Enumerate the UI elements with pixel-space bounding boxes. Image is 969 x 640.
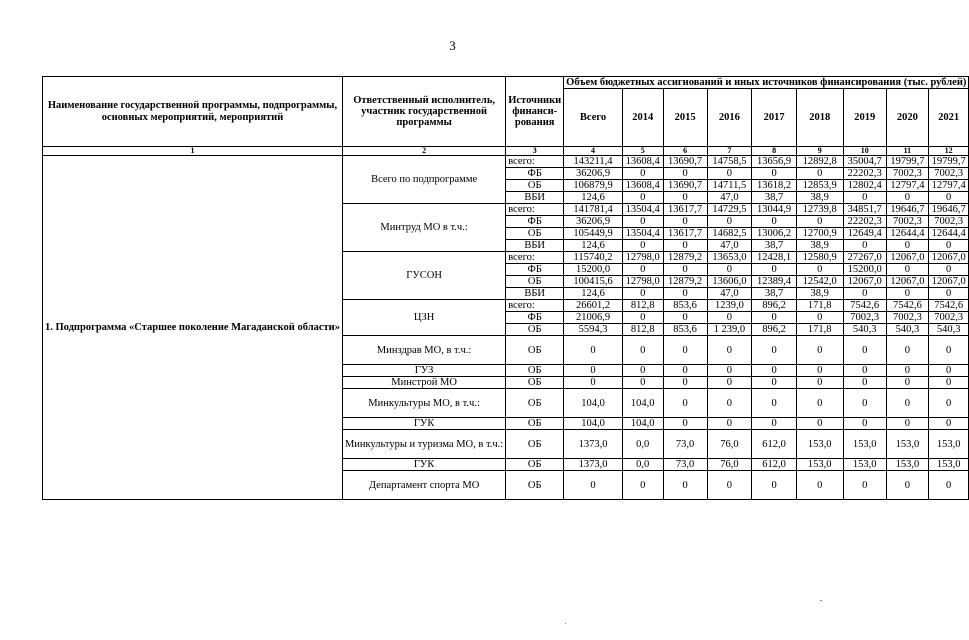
value-cell: 0 — [796, 336, 843, 365]
value-cell: 124,6 — [564, 192, 623, 204]
value-cell: 0 — [663, 336, 707, 365]
value-cell: 0 — [622, 336, 663, 365]
value-cell: 0 — [886, 471, 928, 500]
source-cell: ОБ — [506, 459, 564, 471]
value-cell: 0 — [928, 336, 968, 365]
value-cell: 7002,3 — [843, 312, 886, 324]
source-cell: ОБ — [506, 418, 564, 430]
value-cell: 38,9 — [796, 192, 843, 204]
value-cell: 0 — [564, 377, 623, 389]
value-cell: 0 — [564, 471, 623, 500]
value-cell: 0 — [886, 288, 928, 300]
value-cell: 12879,2 — [663, 252, 707, 264]
value-cell: 13504,4 — [622, 204, 663, 216]
value-cell: 36206,9 — [564, 216, 623, 228]
value-cell: 812,8 — [622, 300, 663, 312]
value-cell: 76,0 — [707, 459, 752, 471]
value-cell: 0 — [928, 471, 968, 500]
value-cell: 0 — [928, 240, 968, 252]
scan-speck — [820, 600, 822, 601]
value-cell: 0 — [928, 264, 968, 276]
value-cell: 21006,9 — [564, 312, 623, 324]
value-cell: 812,8 — [622, 324, 663, 336]
value-cell: 12802,4 — [843, 180, 886, 192]
value-cell: 0 — [796, 377, 843, 389]
value-cell: 0 — [928, 288, 968, 300]
value-cell: 76,0 — [707, 430, 752, 459]
value-cell: 171,8 — [796, 324, 843, 336]
value-cell: 0 — [843, 336, 886, 365]
value-cell: 13044,9 — [752, 204, 797, 216]
column-number: 3 — [506, 147, 564, 156]
value-cell: 12389,4 — [752, 276, 797, 288]
value-cell: 13617,7 — [663, 228, 707, 240]
value-cell: 0 — [886, 377, 928, 389]
value-cell: 104,0 — [622, 418, 663, 430]
value-cell: 853,6 — [663, 324, 707, 336]
executor-cell: Минстрой МО — [342, 377, 505, 389]
value-cell: 0 — [752, 312, 797, 324]
value-cell: 153,0 — [796, 459, 843, 471]
value-cell: 153,0 — [886, 430, 928, 459]
scan-speck — [565, 623, 566, 624]
value-cell: 0 — [886, 336, 928, 365]
executor-cell: Минкультуры МО, в т.ч.: — [342, 389, 505, 418]
value-cell: 0 — [796, 418, 843, 430]
value-cell: 0 — [663, 377, 707, 389]
value-cell: 0 — [843, 240, 886, 252]
value-cell: 612,0 — [752, 430, 797, 459]
value-cell: 14729,5 — [707, 204, 752, 216]
value-cell: 0 — [622, 168, 663, 180]
value-cell: 141781,4 — [564, 204, 623, 216]
header-year: 2019 — [843, 89, 886, 147]
value-cell: 0 — [707, 365, 752, 377]
value-cell: 0 — [752, 216, 797, 228]
value-cell: 0 — [663, 264, 707, 276]
value-cell: 0 — [622, 240, 663, 252]
value-cell: 105449,9 — [564, 228, 623, 240]
budget-table — [42, 76, 969, 500]
value-cell: 12644,4 — [886, 228, 928, 240]
value-cell: 153,0 — [843, 430, 886, 459]
column-number: 2 — [342, 147, 505, 156]
header-year: 2020 — [886, 89, 928, 147]
value-cell: 153,0 — [886, 459, 928, 471]
column-number: 4 — [564, 147, 623, 156]
executor-cell: Всего по подпрограмме — [342, 156, 505, 204]
value-cell: 0 — [663, 240, 707, 252]
value-cell: 38,7 — [752, 240, 797, 252]
value-cell: 0 — [886, 240, 928, 252]
value-cell: 143211,4 — [564, 156, 623, 168]
value-cell: 7002,3 — [928, 216, 968, 228]
value-cell: 5594,3 — [564, 324, 623, 336]
value-cell: 0 — [564, 365, 623, 377]
value-cell: 612,0 — [752, 459, 797, 471]
column-number: 11 — [886, 147, 928, 156]
source-cell: ОБ — [506, 430, 564, 459]
value-cell: 0 — [796, 216, 843, 228]
value-cell: 12892,8 — [796, 156, 843, 168]
value-cell: 7542,6 — [843, 300, 886, 312]
value-cell: 12798,0 — [622, 252, 663, 264]
value-cell: 540,3 — [843, 324, 886, 336]
value-cell: 12798,0 — [622, 276, 663, 288]
column-number: 10 — [843, 147, 886, 156]
value-cell: 540,3 — [886, 324, 928, 336]
header-source: Источники финанси-рования — [506, 77, 564, 147]
value-cell: 0 — [843, 288, 886, 300]
header-year: 2017 — [752, 89, 797, 147]
value-cell: 896,2 — [752, 300, 797, 312]
value-cell: 0 — [622, 192, 663, 204]
value-cell: 12853,9 — [796, 180, 843, 192]
source-cell: ФБ — [506, 216, 564, 228]
value-cell: 19646,7 — [886, 204, 928, 216]
column-number: 7 — [707, 147, 752, 156]
value-cell: 73,0 — [663, 430, 707, 459]
value-cell: 13617,7 — [663, 204, 707, 216]
value-cell: 22202,3 — [843, 216, 886, 228]
value-cell: 540,3 — [928, 324, 968, 336]
source-cell: ВБИ — [506, 288, 564, 300]
value-cell: 0 — [796, 312, 843, 324]
value-cell: 13006,2 — [752, 228, 797, 240]
header-year: 2016 — [707, 89, 752, 147]
executor-cell: Минкультуры и туризма МО, в т.ч.: — [342, 430, 505, 459]
value-cell: 0 — [622, 264, 663, 276]
value-cell: 104,0 — [564, 389, 623, 418]
value-cell: 26601,2 — [564, 300, 623, 312]
value-cell: 0 — [707, 336, 752, 365]
value-cell: 34851,7 — [843, 204, 886, 216]
executor-cell: ГУК — [342, 418, 505, 430]
source-cell: ФБ — [506, 312, 564, 324]
value-cell: 38,9 — [796, 288, 843, 300]
value-cell: 896,2 — [752, 324, 797, 336]
value-cell: 36206,9 — [564, 168, 623, 180]
value-cell: 0 — [752, 471, 797, 500]
column-number: 8 — [752, 147, 797, 156]
value-cell: 12067,0 — [886, 276, 928, 288]
executor-cell: Минздрав МО, в т.ч.: — [342, 336, 505, 365]
value-cell: 153,0 — [928, 430, 968, 459]
value-cell: 12700,9 — [796, 228, 843, 240]
value-cell: 0 — [663, 216, 707, 228]
value-cell: 171,8 — [796, 300, 843, 312]
value-cell: 73,0 — [663, 459, 707, 471]
value-cell: 14711,5 — [707, 180, 752, 192]
value-cell: 0 — [752, 264, 797, 276]
value-cell: 115740,2 — [564, 252, 623, 264]
value-cell: 0 — [843, 377, 886, 389]
value-cell: 13608,4 — [622, 180, 663, 192]
executor-cell: ГУК — [342, 459, 505, 471]
source-cell: ОБ — [506, 228, 564, 240]
value-cell: 0 — [663, 471, 707, 500]
value-cell: 12067,0 — [928, 276, 968, 288]
value-cell: 47,0 — [707, 192, 752, 204]
source-cell: ВБИ — [506, 240, 564, 252]
value-cell: 0 — [707, 389, 752, 418]
header-volume: Объем бюджетных ассигнований и иных источников финансирования (тыс. рублей) — [564, 77, 969, 89]
value-cell: 0 — [663, 192, 707, 204]
value-cell: 0 — [928, 418, 968, 430]
executor-cell: Минтруд МО в т.ч.: — [342, 204, 505, 252]
value-cell: 153,0 — [928, 459, 968, 471]
value-cell: 35004,7 — [843, 156, 886, 168]
value-cell: 13656,9 — [752, 156, 797, 168]
column-number: 9 — [796, 147, 843, 156]
value-cell: 13504,4 — [622, 228, 663, 240]
value-cell: 100415,6 — [564, 276, 623, 288]
source-cell: всего: — [506, 300, 564, 312]
value-cell: 12797,4 — [886, 180, 928, 192]
value-cell: 0 — [752, 336, 797, 365]
value-cell: 13690,7 — [663, 180, 707, 192]
value-cell: 1 239,0 — [707, 324, 752, 336]
value-cell: 7002,3 — [928, 312, 968, 324]
value-cell: 7542,6 — [886, 300, 928, 312]
value-cell: 0 — [843, 389, 886, 418]
value-cell: 0 — [752, 377, 797, 389]
value-cell: 13690,7 — [663, 156, 707, 168]
value-cell: 0 — [707, 377, 752, 389]
source-cell: ФБ — [506, 264, 564, 276]
value-cell: 47,0 — [707, 240, 752, 252]
value-cell: 0 — [928, 192, 968, 204]
value-cell: 0 — [564, 336, 623, 365]
column-number: 1 — [43, 147, 343, 156]
value-cell: 0 — [796, 168, 843, 180]
value-cell: 153,0 — [843, 459, 886, 471]
source-cell: ОБ — [506, 276, 564, 288]
column-number: 5 — [622, 147, 663, 156]
value-cell: 7542,6 — [928, 300, 968, 312]
value-cell: 104,0 — [564, 418, 623, 430]
value-cell: 19646,7 — [928, 204, 968, 216]
value-cell: 0 — [843, 418, 886, 430]
value-cell: 0 — [886, 389, 928, 418]
value-cell: 13618,2 — [752, 180, 797, 192]
value-cell: 1373,0 — [564, 430, 623, 459]
value-cell: 22202,3 — [843, 168, 886, 180]
table-row — [43, 156, 969, 168]
value-cell: 0 — [796, 471, 843, 500]
value-cell: 0 — [752, 418, 797, 430]
value-cell: 0 — [796, 389, 843, 418]
value-cell: 12649,4 — [843, 228, 886, 240]
value-cell: 0 — [843, 365, 886, 377]
executor-cell: ГУЗ — [342, 365, 505, 377]
value-cell: 0 — [928, 377, 968, 389]
value-cell: 0 — [707, 216, 752, 228]
source-cell: ВБИ — [506, 192, 564, 204]
value-cell: 1373,0 — [564, 459, 623, 471]
value-cell: 14758,5 — [707, 156, 752, 168]
source-cell: ОБ — [506, 389, 564, 418]
value-cell: 0 — [663, 389, 707, 418]
value-cell: 12580,9 — [796, 252, 843, 264]
value-cell: 12797,4 — [928, 180, 968, 192]
value-cell: 0 — [843, 192, 886, 204]
value-cell: 0 — [928, 365, 968, 377]
value-cell: 0 — [707, 168, 752, 180]
source-cell: ОБ — [506, 471, 564, 500]
value-cell: 0 — [796, 264, 843, 276]
value-cell: 0 — [663, 365, 707, 377]
value-cell: 27267,0 — [843, 252, 886, 264]
column-number: 12 — [928, 147, 968, 156]
value-cell: 13608,4 — [622, 156, 663, 168]
value-cell: 15200,0 — [564, 264, 623, 276]
value-cell: 0 — [752, 389, 797, 418]
page-number: 3 — [449, 38, 456, 53]
value-cell: 0 — [707, 471, 752, 500]
value-cell: 0 — [707, 418, 752, 430]
header-year: 2021 — [928, 89, 968, 147]
column-number: 6 — [663, 147, 707, 156]
value-cell: 12644,4 — [928, 228, 968, 240]
value-cell: 0,0 — [622, 459, 663, 471]
value-cell: 7002,3 — [886, 168, 928, 180]
value-cell: 12542,0 — [796, 276, 843, 288]
value-cell: 15200,0 — [843, 264, 886, 276]
source-cell: ОБ — [506, 377, 564, 389]
value-cell: 12067,0 — [843, 276, 886, 288]
value-cell: 19799,7 — [928, 156, 968, 168]
value-cell: 13653,0 — [707, 252, 752, 264]
program-name: 1. Подпрограмма «Старшее поколение Магаданской области» — [43, 156, 343, 500]
value-cell: 14682,5 — [707, 228, 752, 240]
value-cell: 0 — [886, 365, 928, 377]
value-cell: 0 — [622, 216, 663, 228]
value-cell: 38,7 — [752, 288, 797, 300]
value-cell: 1239,0 — [707, 300, 752, 312]
value-cell: 0 — [928, 389, 968, 418]
value-cell: 153,0 — [796, 430, 843, 459]
value-cell: 12879,2 — [663, 276, 707, 288]
value-cell: 19799,7 — [886, 156, 928, 168]
value-cell: 0 — [622, 377, 663, 389]
value-cell: 7002,3 — [886, 312, 928, 324]
value-cell: 0 — [622, 365, 663, 377]
header-year: 2015 — [663, 89, 707, 147]
value-cell: 0 — [707, 312, 752, 324]
executor-cell: Департамент спорта МО — [342, 471, 505, 500]
value-cell: 124,6 — [564, 240, 623, 252]
value-cell: 0 — [622, 288, 663, 300]
value-cell: 853,6 — [663, 300, 707, 312]
value-cell: 0 — [752, 365, 797, 377]
source-cell: всего: — [506, 156, 564, 168]
value-cell: 0 — [886, 192, 928, 204]
executor-cell: ГУСОН — [342, 252, 505, 300]
value-cell: 0 — [752, 168, 797, 180]
value-cell: 0 — [663, 418, 707, 430]
value-cell: 0 — [796, 365, 843, 377]
header-year: 2014 — [622, 89, 663, 147]
header-name: Наименование государственной программы, подпрограммы, основных мероприятий, мероприятий — [43, 77, 343, 147]
source-cell: ОБ — [506, 180, 564, 192]
value-cell: 12067,0 — [886, 252, 928, 264]
source-cell: всего: — [506, 204, 564, 216]
value-cell: 0 — [707, 264, 752, 276]
value-cell: 0 — [663, 312, 707, 324]
value-cell: 12428,1 — [752, 252, 797, 264]
source-cell: ФБ — [506, 168, 564, 180]
value-cell: 104,0 — [622, 389, 663, 418]
value-cell: 7002,3 — [928, 168, 968, 180]
value-cell: 12067,0 — [928, 252, 968, 264]
value-cell: 38,7 — [752, 192, 797, 204]
value-cell: 0 — [622, 471, 663, 500]
value-cell: 47,0 — [707, 288, 752, 300]
value-cell: 124,6 — [564, 288, 623, 300]
value-cell: 0 — [663, 168, 707, 180]
value-cell: 7002,3 — [886, 216, 928, 228]
value-cell: 13606,0 — [707, 276, 752, 288]
value-cell: 38,9 — [796, 240, 843, 252]
value-cell: 0,0 — [622, 430, 663, 459]
value-cell: 12739,8 — [796, 204, 843, 216]
source-cell: ОБ — [506, 324, 564, 336]
value-cell: 0 — [886, 264, 928, 276]
executor-cell: ЦЗН — [342, 300, 505, 336]
value-cell: 0 — [886, 418, 928, 430]
source-cell: ОБ — [506, 336, 564, 365]
header-total: Всего — [564, 89, 623, 147]
value-cell: 106879,9 — [564, 180, 623, 192]
source-cell: ОБ — [506, 365, 564, 377]
header-year: 2018 — [796, 89, 843, 147]
source-cell: всего: — [506, 252, 564, 264]
value-cell: 0 — [663, 288, 707, 300]
header-executor: Ответственный исполнитель, участник государственной программы — [342, 77, 505, 147]
value-cell: 0 — [843, 471, 886, 500]
value-cell: 0 — [622, 312, 663, 324]
